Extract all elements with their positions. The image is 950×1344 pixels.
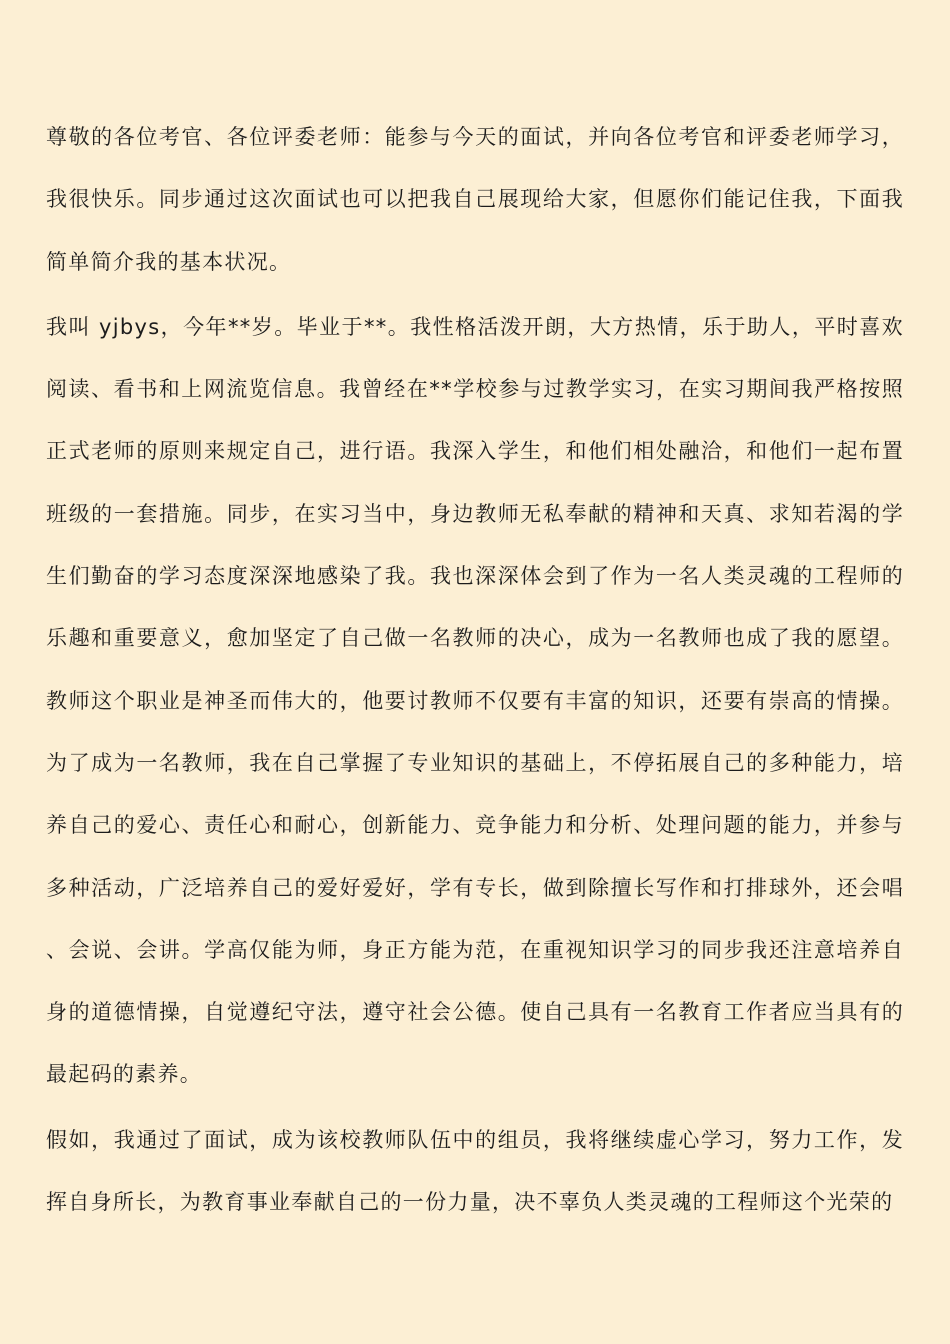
paragraph-closing: 假如，我通过了面试，成为该校教师队伍中的组员，我将继续虚心学习，努力工作，发挥自身所长，为教育事业奉献自己的一份力量，决不辜负人类灵魂的工程师这个光荣的 — [46, 1127, 904, 1215]
paragraph-self-introduction: 我叫 yjbys，今年**岁。毕业于**。我性格活泼开朗，大方热情，乐于助人，平时喜欢阅读、看书和上网流览信息。我曾经在**学校参与过教学实习，在实习期间我严格按照正式老师的原则来规定自己，进行语。我深入学生，和他们相处融洽，和他们一起布置班级的一套措施。同步，在实习当中，身边教师无私奉献的精神和天真、求知若渴的学生们勤奋的学习态度深深地感染了我。我也深深体会到了作为一名人类灵魂的工程师的乐趣和重要意义，愈加坚定了自己做一名教师的决心，成为一名教师也成了我的愿望。教师这个职业是神圣而伟大的，他要讨教师不仅要有丰富的知识，还要有崇高的情操。为了成为一名教师，我在自己掌握了专业知识的基础上，不停拓展自己的多种能力，培养自己的爱心、责任心和耐心，创新能力、竞争能力和分析、处理问题的能力，并参与多种活动，广泛培养自己的爱好爱好，学有专长，做到除擅长写作和打排球外，还会唱、会说、会讲。学高仅能为师，身正方能为范，在重视知识学习的同步我还注意培养自身的道德情操，自觉遵纪守法，遵守社会公德。使自己具有一名教育工作者应当具有的最起码的素养。 — [46, 314, 904, 1087]
paragraph-greeting: 尊敬的各位考官、各位评委老师：能参与今天的面试，并向各位考官和评委老师学习，我很快乐。同步通过这次面试也可以把我自己展现给大家，但愿你们能记住我，下面我简单简介我的基本状况。 — [46, 125, 904, 274]
